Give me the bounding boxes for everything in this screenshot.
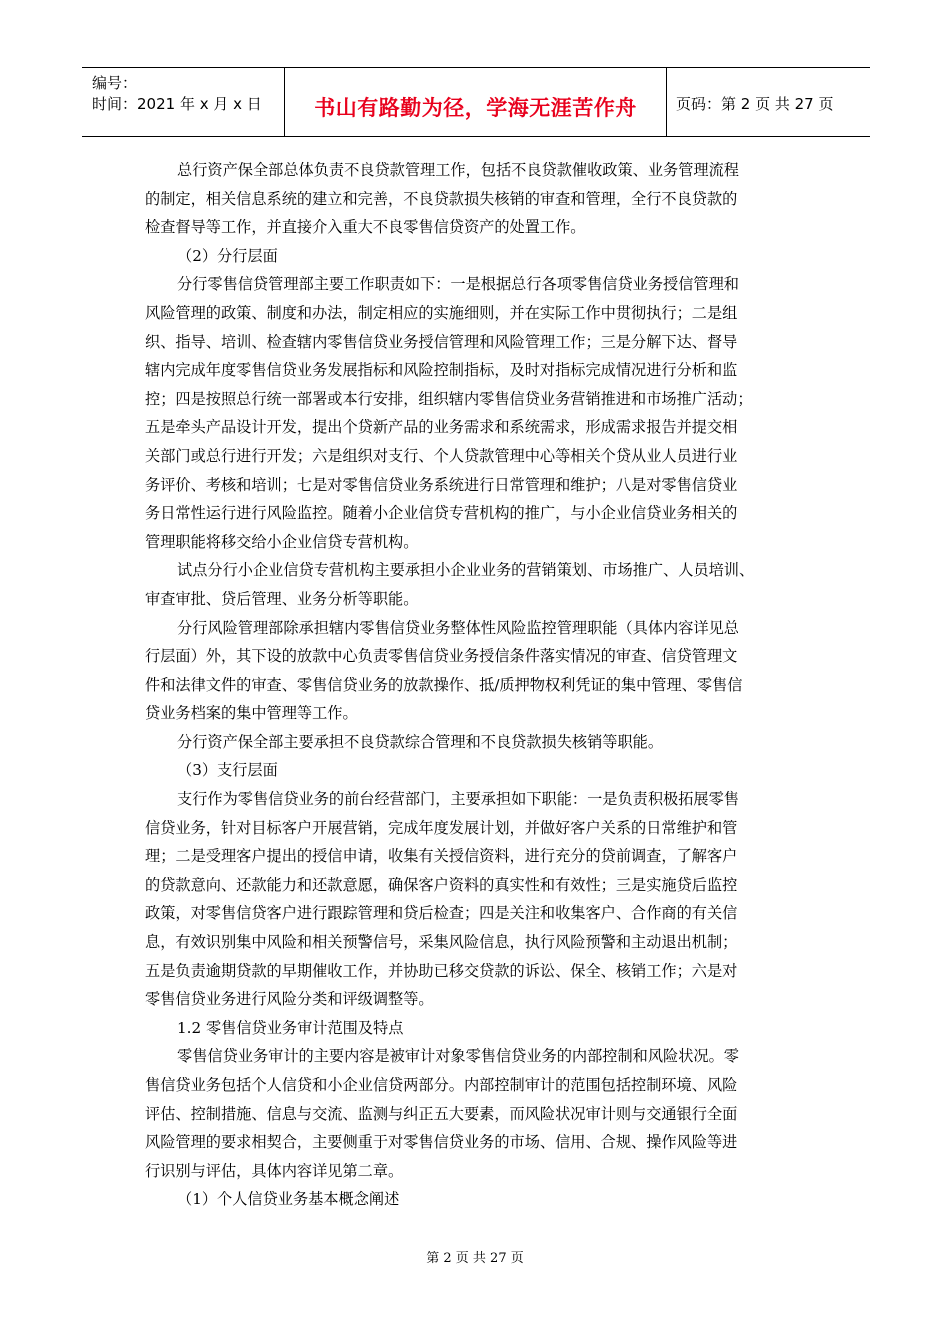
paragraph-line: 辖内完成年度零售信贷业务发展指标和风险控制指标，及时对指标完成情况进行分析和监	[145, 361, 738, 380]
paragraph-line: 五是负责逾期贷款的早期催收工作，并协助已移交贷款的诉讼、保全、核销工作；六是对	[145, 961, 738, 980]
paragraph-line: 政策，对零售信贷客户进行跟踪管理和贷后检查；四是关注和收集客户、合作商的有关信	[145, 904, 738, 923]
page-footer: 第 2 页 共 27 页	[426, 1251, 524, 1266]
paragraph-line: 评估、控制措施、信息与交流、监测与纠正五大要素，而风险状况审计则与交通银行全面	[145, 1104, 738, 1123]
paragraph-line: 零售信贷业务进行风险分类和评级调整等。	[145, 990, 434, 1009]
paragraph-line: 售信贷业务包括个人信贷和小企业信贷两部分。内部控制审计的范围包括控制环境、风险	[145, 1076, 738, 1094]
header-page-cell	[667, 68, 870, 136]
paragraph-line: （2）分行层面	[177, 246, 278, 265]
header-motto: 书山有路勤为径，学海无涯苦作舟	[314, 96, 637, 120]
paragraph-line: 风险管理的要求相契合，主要侧重于对零售信贷业务的市场、信用、合规、操作风险等进	[145, 1133, 738, 1152]
paragraph-line: 行层面）外，其下设的放款中心负责零售信贷业务授信条件落实情况的审查、信贷管理文	[145, 647, 738, 666]
header-motto-cell	[285, 68, 667, 136]
paragraph-line: 检查督导等工作，并直接介入重大不良零售信贷资产的处置工作。	[145, 218, 586, 237]
paragraph-line: 控；四是按照总行统一部署或本行安排，组织辖内零售信贷业务营销推进和市场推广活动；	[145, 389, 753, 408]
paragraph-line: 风险管理的政策、制度和办法，制定相应的实施细则，并在实际工作中贯彻执行；二是组	[145, 303, 738, 322]
paragraph-line: 关部门或总行进行开发；六是组织对支行、个人贷款管理中心等相关个贷从业人员进行业	[145, 446, 738, 465]
paragraph-line: 行识别与评估，具体内容详见第二章。	[145, 1161, 404, 1180]
paragraph-line: 贷业务档案的集中管理等工作。	[145, 704, 358, 723]
paragraph-line: 分行零售信贷管理部主要工作职责如下：一是根据总行各项零售信贷业务授信管理和	[177, 275, 739, 294]
paragraph-line: 务评价、考核和培训；七是对零售信贷业务系统进行日常管理和维护；八是对零售信贷业	[145, 475, 738, 494]
paragraph-line: 五是牵头产品设计开发，提出个贷新产品的业务需求和系统需求，形成需求报告并提交相	[145, 418, 738, 437]
document-number-label: 编号：	[92, 74, 138, 92]
document-date-label: 时间：2021 年 x 月 x 日	[92, 95, 262, 113]
paragraph-line: 总行资产保全部总体负责不良贷款管理工作，包括不良贷款催收政策、业务管理流程	[177, 161, 739, 179]
paragraph-line: 支行作为零售信贷业务的前台经营部门，主要承担如下职能：一是负责积极拓展零售	[177, 790, 739, 809]
paragraph-line: 的制定，相关信息系统的建立和完善，不良贷款损失核销的审查和管理，全行不良贷款的	[145, 189, 738, 208]
paragraph-line: 分行资产保全部主要承担不良贷款综合管理和不良贷款损失核销等职能。	[177, 732, 663, 751]
paragraph-line: 试点分行小企业信贷专营机构主要承担小企业业务的营销策划、市场推广、人员培训、	[177, 561, 755, 580]
document-body	[145, 156, 805, 1214]
paragraph-line: 审查审批、贷后管理、业务分析等职能。	[145, 589, 419, 608]
paragraph-line: 理；二是受理客户提出的授信申请，收集有关授信资料，进行充分的贷前调查，了解客户	[145, 847, 738, 866]
paragraph-line: 信贷业务，针对目标客户开展营销，完成年度发展计划，并做好客户关系的日常维护和管	[145, 818, 738, 837]
paragraph-line: 织、指导、培训、检查辖内零售信贷业务授信管理和风险管理工作；三是分解下达、督导	[145, 332, 738, 351]
paragraph-line: 分行风险管理部除承担辖内零售信贷业务整体性风险监控管理职能（具体内容详见总	[177, 618, 739, 637]
paragraph-line: 管理职能将移交给小企业信贷专营机构。	[145, 532, 419, 551]
header-page-info: 页码：第 2 页 共 27 页	[676, 95, 834, 113]
paragraph-line: （3）支行层面	[177, 761, 278, 780]
header-meta-cell	[82, 68, 285, 136]
document-header	[82, 67, 870, 137]
paragraph-line: 1.2 零售信贷业务审计范围及特点	[177, 1018, 404, 1037]
paragraph-line: 息，有效识别集中风险和相关预警信号，采集风险信息，执行风险预警和主动退出机制；	[145, 933, 738, 952]
paragraph-line: 务日常性运行进行风险监控。随着小企业信贷专营机构的推广，与小企业信贷业务相关的	[145, 504, 738, 523]
paragraph-line: 件和法律文件的审查、零售信贷业务的放款操作、抵/质押物权利凭证的集中管理、零售信	[145, 675, 743, 694]
paragraph-line: 零售信贷业务审计的主要内容是被审计对象零售信贷业务的内部控制和风险状况。零	[177, 1047, 739, 1066]
paragraph-line: 的贷款意向、还款能力和还款意愿，确保客户资料的真实性和有效性；三是实施贷后监控	[145, 875, 738, 894]
paragraph-line: （1）个人信贷业务基本概念阐述	[177, 1190, 400, 1209]
